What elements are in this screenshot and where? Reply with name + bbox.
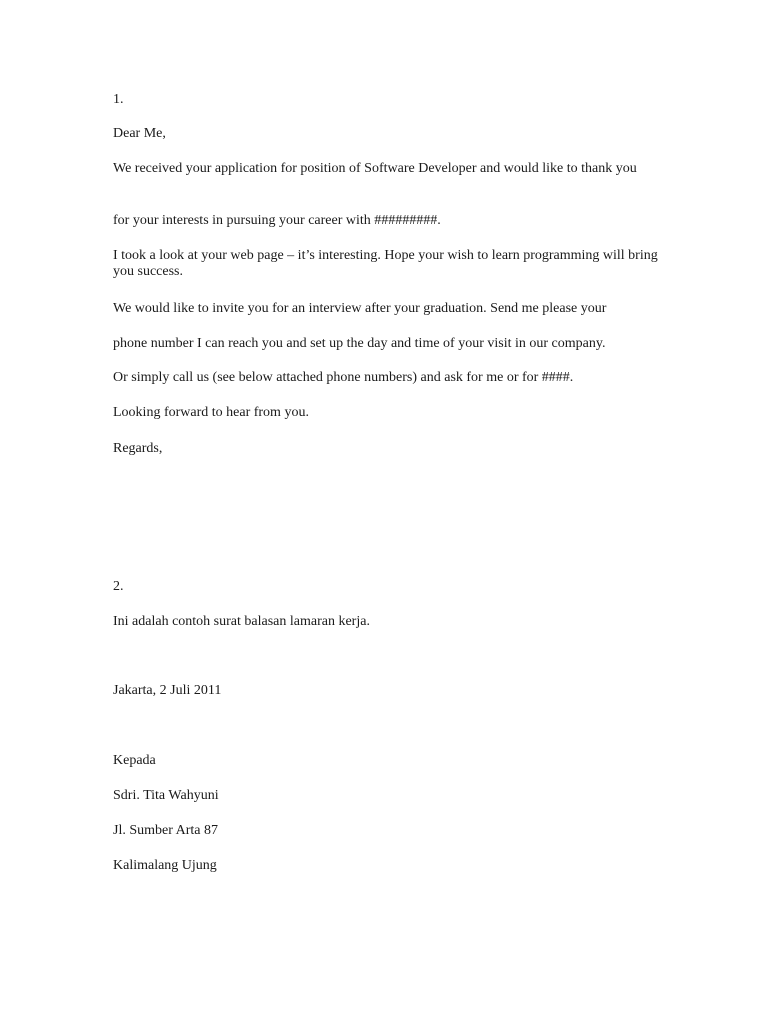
letter1-paragraph-4: Or simply call us (see below attached phone numbers) and ask for me or for ####. bbox=[113, 370, 574, 385]
letter2-recipient-name: Sdri. Tita Wahyuni bbox=[113, 788, 219, 803]
letter1-paragraph-3-line-1: We would like to invite you for an interview after your graduation. Send me please your bbox=[113, 301, 607, 316]
letter2-number: 2. bbox=[113, 579, 124, 594]
letter2-address-line-2: Kalimalang Ujung bbox=[113, 858, 217, 873]
letter1-paragraph-2: I took a look at your web page – it’s interesting. Hope your wish to learn programming will bring you success. bbox=[113, 248, 658, 279]
letter1-paragraph-5: Looking forward to hear from you. bbox=[113, 405, 309, 420]
letter1-salutation: Dear Me, bbox=[113, 126, 166, 141]
letter2-intro: Ini adalah contoh surat balasan lamaran kerja. bbox=[113, 614, 370, 629]
letter2-date: Jakarta, 2 Juli 2011 bbox=[113, 683, 222, 698]
letter1-closing: Regards, bbox=[113, 441, 163, 456]
letter2-address-line-1: Jl. Sumber Arta 87 bbox=[113, 823, 218, 838]
letter1-paragraph-1-line-2: for your interests in pursuing your career with #########. bbox=[113, 213, 441, 228]
letter2-to-label: Kepada bbox=[113, 753, 156, 768]
letter1-number: 1. bbox=[113, 92, 124, 107]
letter1-paragraph-3-line-2: phone number I can reach you and set up the day and time of your visit in our company. bbox=[113, 336, 606, 351]
letter1-paragraph-1-line-1: We received your application for position of Software Developer and would like to thank you bbox=[113, 161, 637, 176]
